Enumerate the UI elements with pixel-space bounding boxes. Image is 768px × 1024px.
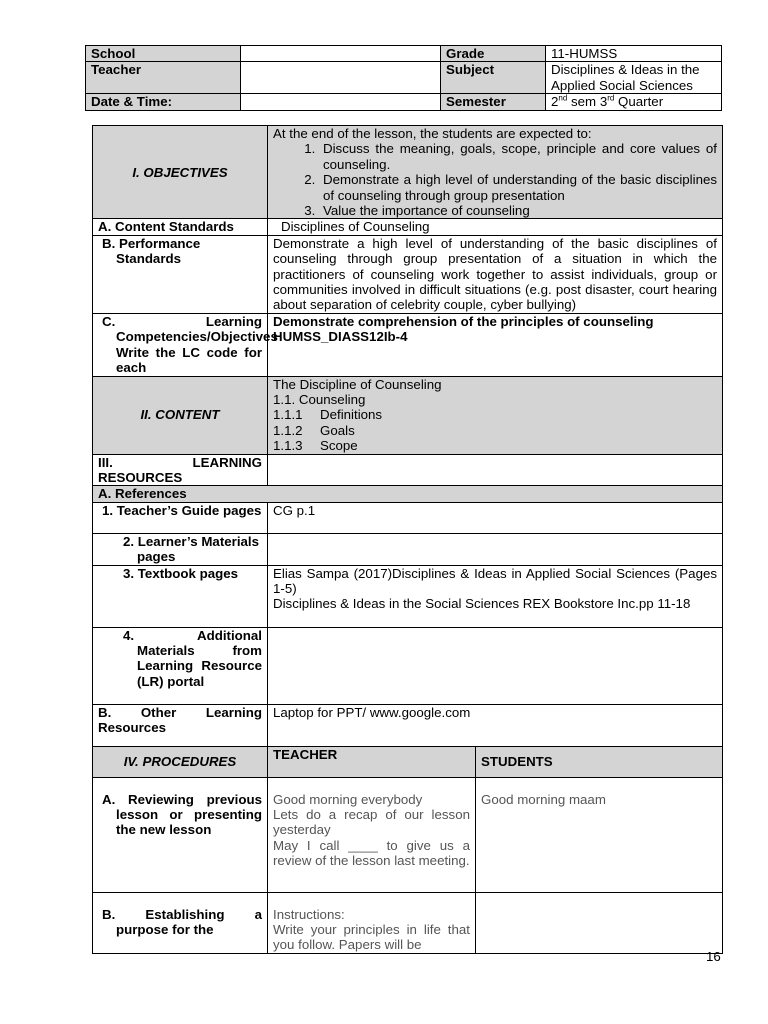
purpose-students-cell [476,892,723,953]
content-label: II. CONTENT [93,376,268,454]
semester-value: 2nd sem 3rd Quarter [546,94,722,110]
content-item: 1.1.1 Definitions [273,407,383,423]
teacher-line: Lets do a recap of our lesson yesterday [273,806,470,838]
grade-value: 11-HUMSS [546,46,722,62]
references-label: A. References [93,486,723,502]
content-sub: 1.1. Counseling [273,391,366,407]
reviewing-students-cell: Good morning maam [476,777,723,892]
page-number: 16 [706,949,721,964]
content-cell [268,376,723,454]
textbook-ref: Elias Sampa (2017)Disciplines & Ideas in Applied Social Sciences (Pages 1-5) [273,565,718,596]
content-item: 1.1.2 Goals [273,422,355,438]
teacher-line: Instructions: [273,906,345,922]
teacher-line: Good morning everybody [273,791,423,807]
teacher-column-header: TEACHER [268,746,476,777]
objective-item: 2. Demonstrate a high level of understanding of the basic disciplines of counseling through group presentation [319,172,717,203]
procedures-label: IV. PROCEDURES [93,746,268,777]
competency-code: HUMSS_DIASS12Ib-4 [273,329,408,345]
lesson-plan-table [92,125,723,954]
other-resources-label: B. Other Learning Resources [93,704,268,746]
datetime-label: Date & Time: [86,94,241,110]
teacher-line: Write your principles in life that you follow. Papers will be [273,921,470,953]
additional-materials-label: 4. Additional Materials from Learning Resource (LR) portal [93,627,268,704]
objectives-intro: At the end of the lesson, the students are expected to: [273,126,592,141]
semester-label: Semester [441,94,546,110]
students-column-header: STUDENTS [476,746,723,777]
content-item: 1.1.3 Scope [273,438,358,454]
objectives-cell [268,126,723,219]
datetime-value [241,94,441,110]
objectives-list [273,141,717,218]
subject-label: Subject [441,62,546,94]
learner-materials-label: 2. Learner’s Materials pages [93,533,268,565]
teacher-line: May I call ____ to give us a review of the lesson last meeting. [273,837,470,869]
content-standards-value: Disciplines of Counseling [268,219,723,235]
header-table [85,45,722,111]
school-value [241,46,441,62]
content-standards-label: A. Content Standards [93,219,268,235]
textbook-value [268,565,723,627]
teacher-label: Teacher [86,62,241,94]
content-title: The Discipline of Counseling [273,376,442,392]
competencies-value [268,313,723,376]
reviewing-teacher-cell [268,777,476,892]
objective-item: 3. Value the importance of counseling [319,203,717,218]
other-resources-value: Laptop for PPT/ www.google.com [268,704,723,746]
purpose-teacher-cell [268,892,476,953]
reviewing-lesson-label: A. Reviewing previous lesson or presenting the new lesson [93,777,268,892]
learning-resources-label: III. LEARNING RESOURCES [93,454,268,486]
establishing-purpose-label: B. Establishing a purpose for the [93,892,268,953]
learning-resources-value [268,454,723,486]
teacher-guide-value: CG p.1 [268,502,723,533]
objectives-label: I. OBJECTIVES [93,126,268,219]
school-label: School [86,46,241,62]
textbook-label: 3. Textbook pages [93,565,268,627]
competency-line: Demonstrate comprehension of the principles of counseling [273,313,654,329]
subject-value: Disciplines & Ideas in the Applied Social Sciences [546,62,722,94]
objective-item: 1. Discuss the meaning, goals, scope, principle and core values of counseling. [319,141,717,172]
additional-materials-value [268,627,723,704]
teacher-value [241,62,441,94]
learner-materials-value [268,533,723,565]
teacher-guide-label: 1. Teacher’s Guide pages [93,502,268,533]
performance-standards-label: B. Performance Standards [93,235,268,313]
performance-standards-value: Demonstrate a high level of understanding of the basic disciplines of counseling through group presentation of a situation in which the practitioners of counseling work together to assist individuals, group or communities involved in difficult situations (e.g. post disaster, court hearing about separation of celebrity couple, cyber bullying) [268,235,723,313]
grade-label: Grade [441,46,546,62]
competencies-label: C. Learning Competencies/Objectives Write the LC code for each [93,313,268,376]
textbook-ref: Disciplines & Ideas in the Social Sciences REX Bookstore Inc.pp 11-18 [273,596,691,612]
